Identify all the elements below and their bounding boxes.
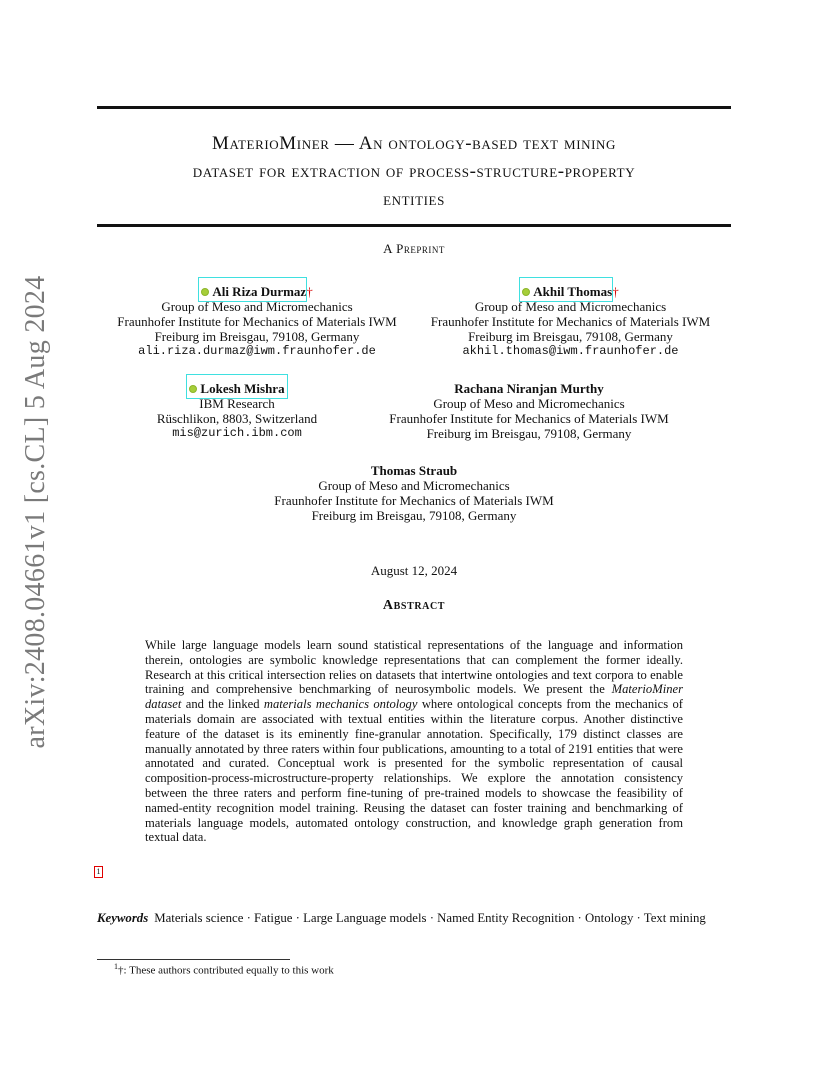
author-affiliation: Group of Meso and Micromechanics	[318, 478, 510, 493]
footnote-link[interactable]: 1	[94, 866, 103, 878]
author-institute: Fraunhofer Institute for Mechanics of Materials IWM	[430, 314, 711, 329]
author-affiliation: Group of Meso and Micromechanics	[474, 299, 667, 314]
abstract-emphasis: materials mechanics ontology	[263, 697, 418, 712]
author-name-link[interactable]	[189, 381, 284, 396]
author-block-mishra	[137, 381, 337, 441]
author-name: Thomas Straub	[370, 463, 458, 478]
title-line-1: MaterioMiner — An ontology-based text mining	[211, 133, 617, 154]
author-address: Freiburg im Breisgau, 79108, Germany	[311, 508, 517, 523]
author-institute: Fraunhofer Institute for Mechanics of Materials IWM	[274, 493, 554, 508]
abstract-emphasis: MaterioMiner dataset	[145, 682, 683, 712]
title-top-rule	[97, 106, 731, 109]
equal-contribution-dagger[interactable]: †	[612, 284, 619, 299]
abstract-heading: Abstract	[382, 598, 446, 613]
orcid-icon[interactable]	[522, 288, 530, 296]
preprint-label: A Preprint	[383, 241, 445, 256]
keywords-list: Materials science · Fatigue · Large Language models · Named Entity Recognition · Ontology · Text mining	[154, 911, 706, 925]
footnote-text: †: These authors contributed equally to this work	[118, 964, 334, 977]
orcid-icon[interactable]	[201, 288, 209, 296]
abstract-text: where ontological concepts from the mechanics of materials domain are associated with textual entities within the literature corpus. Another distinctive feature of the dataset is its eminently fine-granular annotation. Specifically, 179 distinct classes are manually annotated by three raters within four publications, amounting to a total of 2191 entities that were annotated and curated. Conceptual work is presented for the symbolic representation of causal composition-process-microstructure-property relationships. We explore the annotation consistency between the three raters and perform fine-tuning of pre-trained models to showcase the feasibility of named-entity recognition model training. Reusing the dataset can foster training and benchmarking of materials language models, automated ontology construction, and knowledge graph generation from textual data.	[145, 697, 683, 845]
author-institute: Fraunhofer Institute for Mechanics of Materials IWM	[389, 411, 669, 426]
abstract-body	[145, 638, 683, 845]
abstract-text: While large language models learn sound statistical representations of the language and information therein, ontologies are symbolic knowledge representations that can complement the former ideally. Research at this critical intersection relies on datasets that intertwine ontologies and text corpora to enable training and comprehensive benchmarking of neurosymbolic models. We present the	[145, 638, 683, 697]
author-address: Freiburg im Breisgau, 79108, Germany	[154, 329, 360, 344]
orcid-icon[interactable]	[189, 385, 197, 393]
footnote-number: 1	[114, 962, 118, 971]
abstract-text: and the linked	[181, 697, 264, 712]
author-email[interactable]: ali.riza.durmaz@iwm.fraunhofer.de	[138, 344, 376, 358]
keywords-line	[97, 911, 737, 926]
author-email[interactable]: akhil.thomas@iwm.fraunhofer.de	[462, 344, 679, 358]
author-block-straub	[255, 463, 573, 523]
equal-contribution-dagger[interactable]: †	[306, 284, 313, 299]
author-name-link[interactable]	[201, 284, 312, 299]
author-address: Freiburg im Breisgau, 79108, Germany	[468, 329, 673, 344]
footnote-separator	[97, 959, 290, 960]
arxiv-identifier-stamp: arXiv:2408.04661v1 [cs.CL] 5 Aug 2024	[20, 275, 51, 749]
author-name: Ali Riza Durmaz	[212, 284, 307, 299]
author-email[interactable]: mis@zurich.ibm.com	[172, 426, 302, 440]
author-address: Rüschlikon, 8803, Switzerland	[156, 411, 318, 426]
keywords-label: Keywords	[97, 911, 149, 925]
author-name: Rachana Niranjan Murthy	[454, 381, 604, 396]
title-bottom-rule	[97, 224, 731, 227]
publication-date: August 12, 2024	[370, 563, 458, 578]
author-institute: Fraunhofer Institute for Mechanics of Materials IWM	[117, 314, 397, 329]
author-name: Akhil Thomas	[533, 284, 613, 299]
author-block-thomas	[418, 284, 723, 359]
title-line-3: entities	[383, 189, 445, 210]
author-affiliation: Group of Meso and Micromechanics	[161, 299, 353, 314]
author-name-link[interactable]	[522, 284, 618, 299]
author-affiliation: IBM Research	[199, 396, 275, 411]
title-line-2: dataset for extraction of process-structure-property	[192, 161, 636, 182]
paper-title	[97, 130, 731, 214]
author-name: Lokesh Mishra	[200, 381, 285, 396]
footnote	[114, 962, 334, 977]
author-address: Freiburg im Breisgau, 79108, Germany	[426, 426, 632, 441]
author-block-durmaz	[97, 284, 417, 359]
author-block-murthy	[374, 381, 684, 441]
author-affiliation: Group of Meso and Micromechanics	[433, 396, 625, 411]
